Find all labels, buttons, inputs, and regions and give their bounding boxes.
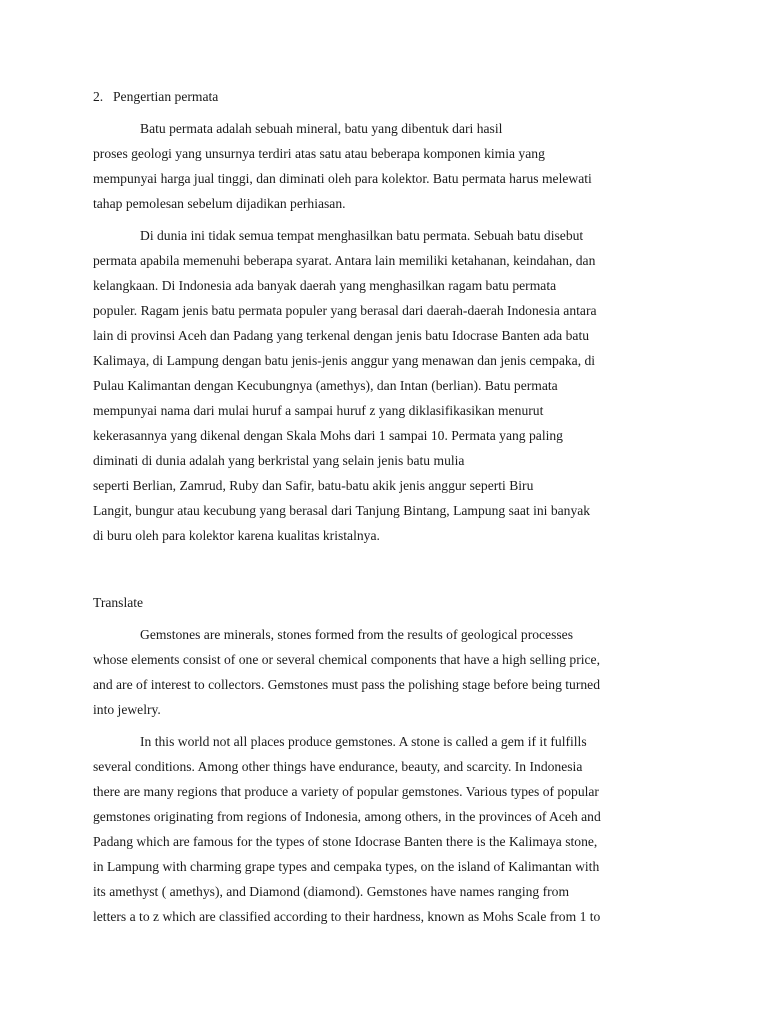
paragraph-line: letters a to z which are classified according to their hardness, known as Mohs Scale from 1 to bbox=[93, 909, 601, 924]
paragraph-line: proses geologi yang unsurnya terdiri atas satu atau beberapa komponen kimia yang bbox=[93, 146, 545, 161]
paragraph-line: Kalimaya, di Lampung dengan batu jenis-jenis anggur yang menawan dan jenis cempaka, di bbox=[93, 353, 596, 368]
paragraph-line: kelangkaan. Di Indonesia ada banyak daerah yang menghasilkan ragam batu permata bbox=[93, 278, 557, 293]
paragraph-line: lain di provinsi Aceh dan Padang yang terkenal dengan jenis batu Idocrase Banten ada batu bbox=[93, 328, 590, 343]
paragraph-line: tahap pemolesan sebelum dijadikan perhiasan. bbox=[93, 196, 346, 211]
paragraph-line: In this world not all places produce gemstones. A stone is called a gem if it fulfills bbox=[140, 734, 587, 749]
paragraph-line: diminati di dunia adalah yang berkristal yang selain jenis batu mulia bbox=[93, 453, 465, 468]
paragraph-line: Gemstones are minerals, stones formed from the results of geological processes bbox=[140, 627, 573, 642]
paragraph-line: di buru oleh para kolektor karena kualitas kristalnya. bbox=[93, 528, 380, 543]
paragraph-line: several conditions. Among other things have endurance, beauty, and scarcity. In Indonesia bbox=[93, 759, 583, 774]
paragraph-line: populer. Ragam jenis batu permata populer yang berasal dari daerah-daerah Indonesia antara bbox=[93, 303, 597, 318]
paragraph-line: mempunyai nama dari mulai huruf a sampai huruf z yang diklasifikasikan menurut bbox=[93, 403, 544, 418]
paragraph-line: Pulau Kalimantan dengan Kecubungnya (amethys), dan Intan (berlian). Batu permata bbox=[93, 378, 558, 393]
paragraph-line: kekerasannya yang dikenal dengan Skala Mohs dari 1 sampai 10. Permata yang paling bbox=[93, 428, 563, 443]
paragraph-line: mempunyai harga jual tinggi, dan diminati oleh para kolektor. Batu permata harus melewati bbox=[93, 171, 592, 186]
paragraph-line: gemstones originating from regions of Indonesia, among others, in the provinces of Aceh and bbox=[93, 809, 601, 824]
paragraph-line: there are many regions that produce a variety of popular gemstones. Various types of popular bbox=[93, 784, 599, 799]
paragraph-line: into jewelry. bbox=[93, 702, 161, 717]
paragraph-line: Padang which are famous for the types of stone Idocrase Banten there is the Kalimaya stone, bbox=[93, 834, 598, 849]
section-number: 2. bbox=[93, 89, 104, 104]
paragraph-line: whose elements consist of one or several chemical components that have a high selling price, bbox=[93, 652, 600, 667]
paragraph-line: its amethyst ( amethys), and Diamond (diamond). Gemstones have names ranging from bbox=[93, 884, 570, 899]
paragraph-line: Di dunia ini tidak semua tempat menghasilkan batu permata. Sebuah batu disebut bbox=[140, 228, 584, 243]
paragraph-line: Langit, bungur atau kecubung yang berasal dari Tanjung Bintang, Lampung saat ini banyak bbox=[93, 503, 591, 518]
paragraph-line: seperti Berlian, Zamrud, Ruby dan Safir, batu-batu akik jenis anggur seperti Biru bbox=[93, 478, 534, 493]
paragraph-line: Batu permata adalah sebuah mineral, batu yang dibentuk dari hasil bbox=[140, 121, 503, 136]
section-title: Pengertian permata bbox=[113, 89, 219, 104]
paragraph-line: and are of interest to collectors. Gemstones must pass the polishing stage before being turned bbox=[93, 677, 600, 692]
translate-heading: Translate bbox=[93, 595, 144, 610]
paragraph-line: permata apabila memenuhi beberapa syarat. Antara lain memiliki ketahanan, keindahan, dan bbox=[93, 253, 596, 268]
paragraph-line: in Lampung with charming grape types and cempaka types, on the island of Kalimantan with bbox=[93, 859, 600, 874]
